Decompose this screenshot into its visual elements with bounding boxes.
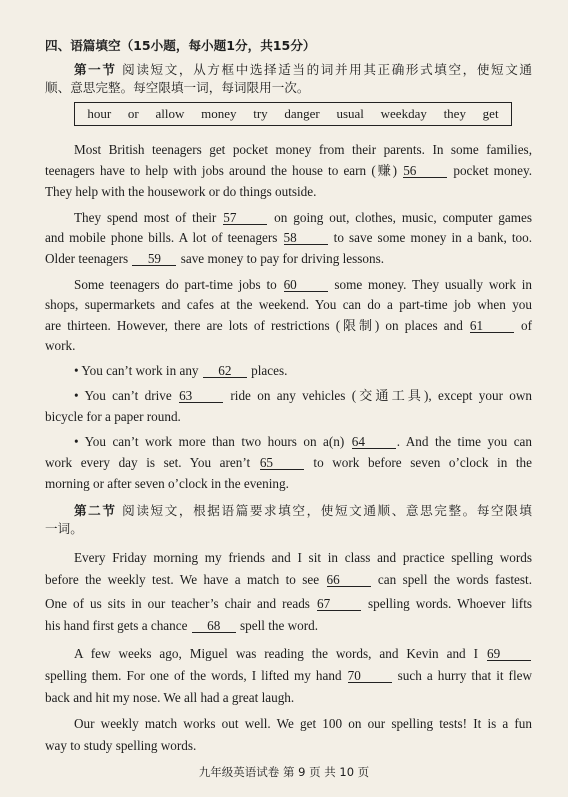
passage-text: places. [247,363,288,378]
answer-blank-64[interactable]: 64 [352,435,396,449]
part1-heading: 第一节 [74,62,117,77]
passage-line [74,142,532,158]
passage-text: teenagers have to help with jobs around the house to earn (赚) [45,163,398,178]
word-box-item: they [443,106,466,121]
part1-instruction-line-1 [74,62,532,78]
passage-text: on going out, clothes, music, computer games [268,210,532,225]
passage-line [45,251,532,267]
passage-text: Most British teenagers get pocket money from their parents. In some families, [74,142,532,157]
passage-text: can spell the words fastest. [371,572,533,587]
answer-blank-60[interactable]: 60 [284,278,328,292]
passage-text: way to study spelling words. [45,738,197,753]
answer-blank-62[interactable]: 62 [203,364,247,378]
passage-text: They help with the housework or do things outside. [45,184,317,199]
passage-text: They spend most of their [74,210,217,225]
passage-text: • You can’t drive [74,388,172,403]
passage-text: Our weekly match works out well. We get 100 on our spelling tests! It is a fun [74,716,532,731]
passage-line [74,646,532,662]
passage-text: morning or after seven o’clock in the evening. [45,476,289,491]
passage-text: of [514,318,532,333]
answer-blank-67[interactable]: 67 [317,597,361,611]
passage-text: pocket money. [448,163,533,178]
passage-line [45,184,532,200]
word-box-item: get [482,106,499,121]
passage-text: to save some money in a bank, too. [328,230,533,245]
passage-text: bicycle for a paper round. [45,409,181,424]
answer-blank-63[interactable]: 63 [179,389,223,403]
passage-line [45,318,532,334]
passage-text: save money to pay for driving lessons. [177,251,384,266]
passage-text: and mobile phone bills. A lot of teenagers [45,230,278,245]
answer-blank-61[interactable]: 61 [470,319,514,333]
section-heading: 四、语篇填空（15小题，每小题1分，共15分） [45,38,316,53]
passage-line [74,434,532,450]
part2-instruction-line-1 [74,503,532,519]
passage-text: work. [45,338,76,353]
word-box-item: usual [336,106,364,121]
passage-line [74,388,532,404]
word-box-item: allow [155,106,185,121]
passage-line [74,716,532,732]
part1-instruction-line-2: 顺、意思完整。每空限填一词，每词限用一次。 [45,80,310,95]
answer-blank-65[interactable]: 65 [260,456,304,470]
passage-line [74,550,532,566]
word-box-item: money [201,106,237,121]
passage-text: some money. They usually work in [328,277,533,292]
answer-blank-69[interactable]: 69 [487,647,531,661]
passage-text: One of us sits in our teacher’s chair and reads [45,596,310,611]
passage-line [45,230,532,246]
passage-text: A few weeks ago, Miguel was reading the words, and Kevin and I [74,646,479,661]
passage-text: are thirteen. However, there are lots of restrictions (限制) on places and [45,318,463,333]
passage-text: Some teenagers do part-time jobs to [74,277,277,292]
passage-line [45,409,532,425]
passage-text: • You can’t work more than two hours on a(n) [74,434,345,449]
passage-line [45,596,532,612]
word-box-item: or [127,106,139,121]
part1-instruction-a: 阅读短文，从方框中选择适当的词并用其正确形式填空，使短文通 [122,62,533,77]
passage-line [45,668,532,684]
part2-heading: 第二节 [74,503,117,518]
answer-blank-56[interactable]: 56 [403,164,447,178]
passage-text: Every Friday morning my friends and I sit in class and practice spelling words [74,550,532,565]
passage-text: work every day is set. You aren’t [45,455,251,470]
word-box-item: try [253,106,268,121]
passage-line [45,297,532,313]
passage-text: spelling words. Whoever lifts [361,596,532,611]
passage-line [74,277,532,293]
passage-line [45,338,532,354]
passage-text: spell the word. [236,618,319,633]
answer-blank-66[interactable]: 66 [327,573,371,587]
passage-line [45,163,532,179]
passage-text: ride on any vehicles (交通工具), except your own [224,388,533,403]
word-box [74,102,512,126]
passage-line [45,738,532,754]
answer-blank-59[interactable]: 59 [132,252,176,266]
passage-line [45,455,532,471]
part2-instruction-a: 阅读短文，根据语篇要求填空，使短文通顺、意思完整。每空限填 [122,503,533,518]
passage-text: spelling them. For one of the words, I lifted my hand [45,668,342,683]
passage-line [74,363,532,379]
word-box-item: hour [87,106,112,121]
answer-blank-68[interactable]: 68 [192,619,236,633]
passage-text: before the weekly test. We have a match to see [45,572,320,587]
page-footer: 九年级英语试卷 第 9 页 共 10 页 [198,765,370,779]
passage-text: . And the time you can [396,434,532,449]
part2-instruction-line-2: 一词。 [45,521,83,536]
passage-line [45,476,532,492]
passage-text: his hand first gets a chance [45,618,188,633]
word-box-item: weekday [380,106,427,121]
passage-line [74,210,532,226]
answer-blank-70[interactable]: 70 [348,669,392,683]
passage-line [45,618,532,634]
passage-line [45,690,532,706]
answer-blank-57[interactable]: 57 [223,211,267,225]
passage-text: • You can’t work in any [74,363,199,378]
passage-text: back and hit my nose. We all had a great laugh. [45,690,295,705]
passage-text: shops, supermarkets and cafes at the weekend. You can do a part-time job when you [45,297,532,312]
answer-blank-58[interactable]: 58 [284,231,328,245]
passage-text: such a hurry that it flew [392,668,532,683]
passage-line [45,572,532,588]
passage-text: Older teenagers [45,251,129,266]
passage-text: to work before seven o’clock in the [304,455,532,470]
word-box-item: danger [284,106,320,121]
